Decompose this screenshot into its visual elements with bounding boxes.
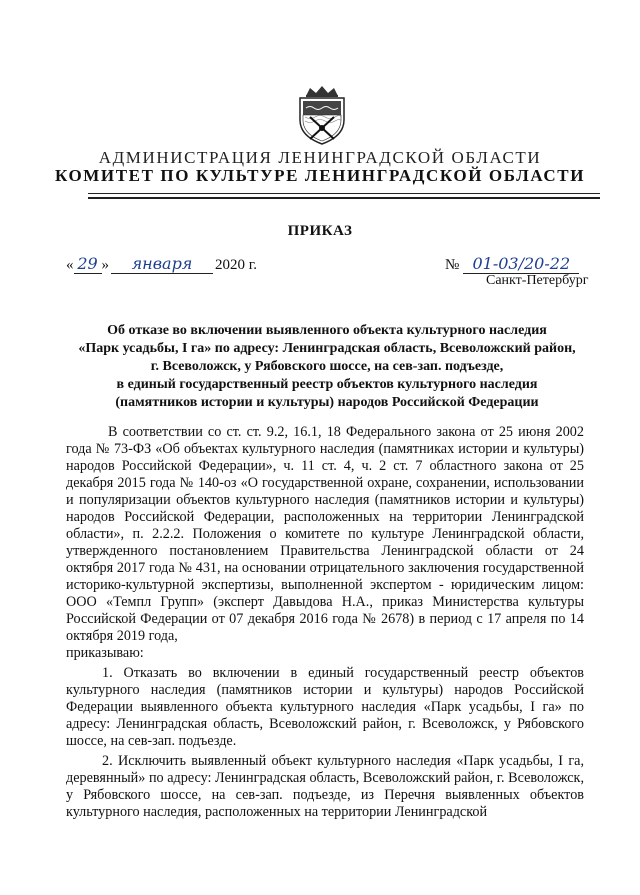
date-open-quote: «: [66, 257, 74, 273]
item-2-paragraph: 2. Исключить выявленный объект культурного наследия «Парк усадьбы, I га, деревянный» по адресу: Ленинградская область, Всеволожский район, г. Всеволожск, у Рябовского шоссе, на сев-зап. подъезде, из Перечня выявленных объектов культурного наследия, расположенных на территории Ленинградской: [66, 753, 584, 820]
number-value: 01-03/20-22: [463, 254, 579, 274]
title-line: г. Всеволожск, у Рябовского шоссе, на сев-зап. подъезде,: [150, 359, 504, 374]
date-close-quote: »: [101, 257, 109, 273]
title-line: Об отказе во включении выявленного объекта культурного наследия: [107, 323, 547, 338]
date-month: января: [111, 254, 213, 274]
item-1-paragraph: 1. Отказать во включении в единый государственный реестр объектов культурного наследия (памятников истории и культуры) народов Российской Федерации выявленного объекта культурного наследия «Парк усадьбы, I га» по адресу: Ленинградская область, Всеволожский район, г. Всеволожск, у Рябовского шоссе, на сев-зап. подъезде.: [66, 665, 584, 749]
administration-heading: АДМИНИСТРАЦИЯ ЛЕНИНГРАДСКОЙ ОБЛАСТИ: [98, 148, 542, 167]
order-word: приказываю:: [66, 645, 144, 661]
document-title: [70, 322, 584, 412]
committee-heading: КОМИТЕТ ПО КУЛЬТУРЕ ЛЕНИНГРАДСКОЙ ОБЛАСТИ: [54, 166, 586, 185]
document-body: [66, 424, 584, 821]
order-title: ПРИКАЗ: [287, 223, 353, 239]
city: Санкт-Петербург: [486, 273, 589, 288]
date-day: 29: [74, 254, 102, 274]
date-year: 2020 г.: [215, 257, 257, 273]
header-rule-thick: [88, 197, 600, 199]
title-line: в единый государственный реестр объектов культурного наследия: [116, 377, 538, 392]
coat-of-arms-icon: [296, 84, 348, 146]
order-number: [445, 254, 579, 274]
order-date: [66, 254, 257, 274]
preamble-paragraph: В соответствии со ст. ст. 9.2, 16.1, 18 Федерального закона от 25 июня 2002 года № 73-ФЗ «Об объектах культурного наследия (памятниках истории и культуры) народов Российской Федерации», ч. 11 ст. 4, ч. 2 ст. 7 областного закона от 25 декабря 2015 года № 140-оз «О государственной охране, сохранении, использовании и популяризации объектов культурного наследия (памятников истории и культуры) народов Российской Федерации, расположенных на территории Ленинградской области», п. 2.2.2. Положения о комитете по культуре Ленинградской области, утвержденного постановлением Правительства Ленинградской области от 24 октября 2017 года № 431, на основании отрицательного заключения государственной историко-культурной экспертизы, выполненной экспертом - юридическим лицом: ООО «Темпл Групп» (эксперт Давыдова Н.А., приказ Министерства культуры Российской Федерации от 07 декабря 2016 года № 2678) в период с 17 апреля по 14 октября 2019 года,: [66, 424, 584, 644]
title-line: «Парк усадьбы, I га» по адресу: Ленинградская область, Всеволожский район,: [78, 341, 576, 356]
number-label: №: [445, 257, 460, 273]
title-line: (памятников истории и культуры) народов Российской Федерации: [115, 395, 539, 410]
header-rule-thin: [88, 193, 600, 194]
